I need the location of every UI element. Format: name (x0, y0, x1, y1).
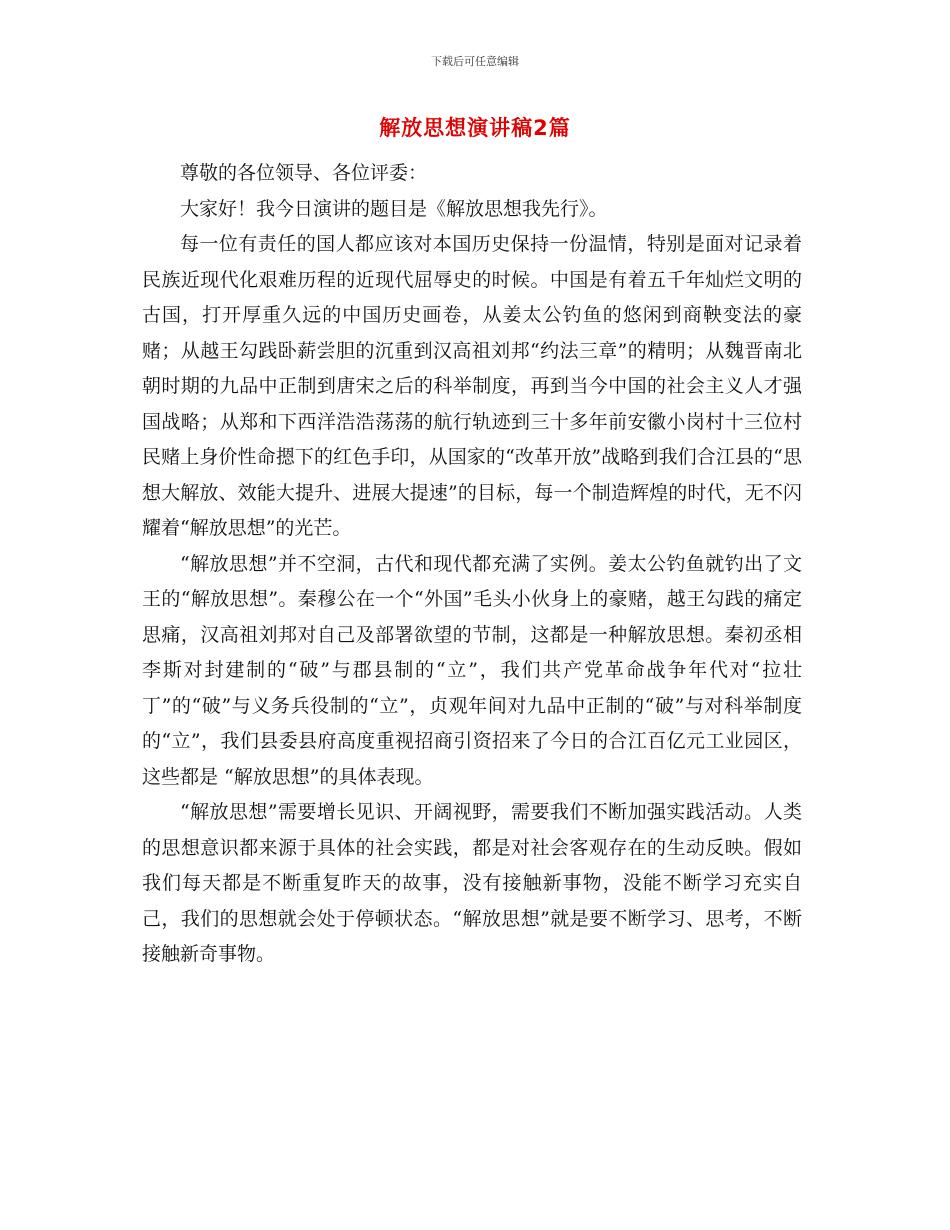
document-body (142, 156, 802, 973)
document-title: 解放思想演讲稿2篇 (379, 116, 571, 140)
greeting-paragraph: 大家好！我今日演讲的题目是《解放思想我先行》。 (180, 197, 608, 220)
salutation-paragraph: 尊敬的各位领导、各位评委： (180, 162, 428, 184)
body-paragraph: “解放思想”并不空洞，古代和现代都充满了实例。姜太公钓鱼就钓出了文王的“解放思想”。秦穆公在一个“外国”毛头小伙身上的豪赌，越王勾践的痛定思痛，汉高祖刘邦对自己及部署欲望的节制，这都是一种解放思想。秦初丞相李斯对封建制的“破”与郡县制的“立”，我们共产党革命战争年代对“拉壮丁”的“破”与义务兵役制的“立”，贞观年间对九品中正制的“破”与对科举制度的“立”，我们县委县府高度重视招商引资招来了今日的合江百亿元工业园区，这些都是 “解放思想”的具体表现。 (142, 552, 802, 788)
body-paragraph: 每一位有责任的国人都应该对本国历史保持一份温情，特别是面对记录着民族近现代化艰难历程的近现代屈辱史的时候。中国是有着五千年灿烂文明的古国，打开厚重久远的中国历史画卷，从姜太公钓鱼的悠闲到商鞅变法的豪赌；从越王勾践卧薪尝胆的沉重到汉高祖刘邦“约法三章”的精明；从魏晋南北朝时期的九品中正制到唐宋之后的科举制度，再到当今中国的社会主义人才强国战略；从郑和下西洋浩浩荡荡的航行轨迹到三十多年前安徽小岗村十三位村民赌上身价性命摁下的红色手印，从国家的“改革开放”战略到我们合江县的“思想大解放、效能大提升、进展大提速”的目标，每一个制造辉煌的时代，无不闪耀着“解放思想”的光芒。 (142, 233, 802, 539)
body-paragraph: “解放思想”需要增长见识、开阔视野，需要我们不断加强实践活动。人类的思想意识都来源于具体的社会实践，都是对社会客观存在的生动反映。假如我们每天都是不断重复昨天的故事，没有接触新事物，没能不断学习充实自己，我们的思想就会处于停顿状态。“解放思想”就是要不断学习、思考，不断接触新奇事物。 (142, 801, 802, 965)
header-note: 下载后可任意编辑 (431, 55, 519, 68)
